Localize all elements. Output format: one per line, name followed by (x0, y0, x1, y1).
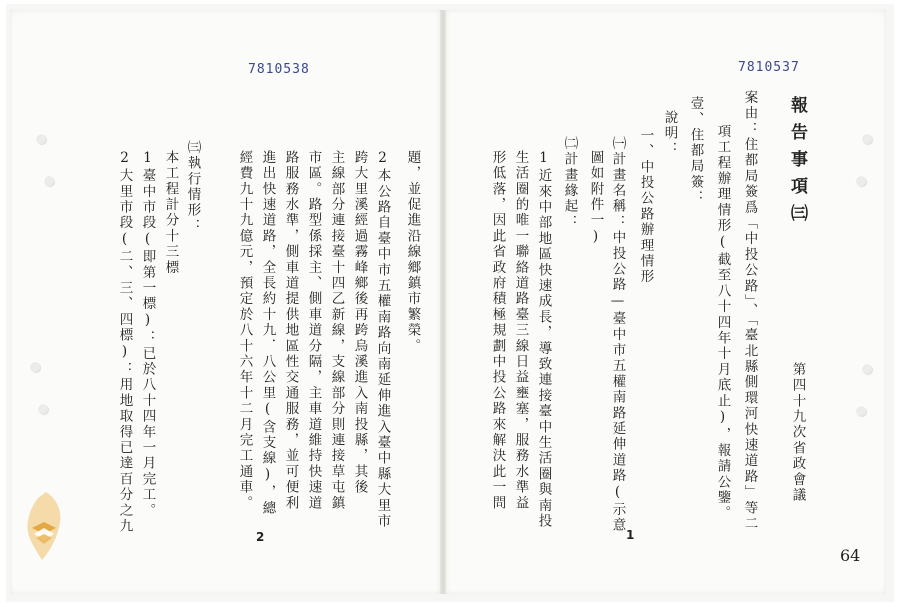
right-text-column: ㈠計畫名稱：中投公路—臺中市五權南路延伸道路(示意 (609, 136, 626, 534)
meeting-name: 第四十九次省政會議 (789, 362, 806, 504)
emboss-mark (30, 362, 40, 372)
emboss-mark (856, 176, 866, 186)
right-text-column: 壹、住都局簽： (687, 96, 704, 206)
right-doc-number: 7810537 (738, 60, 800, 75)
left-text-column: 進出快速道路，全長約十九．八公里(含支線)，總 (259, 150, 276, 517)
left-text-column: 本工程計分十三標 (162, 150, 179, 276)
left-text-column: 主線部分連接臺十四乙新線，支線部分則連接草屯鎮 (328, 150, 345, 512)
left-text-column: 1臺中市段(即第一標)：已於八十四年一月完工。 (139, 150, 156, 519)
left-text-column: 2本公路自臺中市五權南路向南延伸進入臺中縣大里市 (374, 150, 391, 530)
right-text-column: 一、中投公路辦理情形 (637, 128, 654, 285)
right-text-column: ㈡計畫緣起： (561, 136, 578, 231)
emboss-mark (36, 134, 46, 144)
left-text-column: 2大里市段(二、三、四標)：用地取得已達百分之九 (116, 150, 133, 535)
emboss-mark (38, 404, 48, 414)
emboss-mark (862, 134, 872, 144)
left-page-number: 2 (256, 530, 265, 544)
right-text-column: 圖如附件一) (587, 150, 604, 247)
left-text-column: 經費九十九億元，預定於八十六年十二月完工通車。 (236, 150, 253, 512)
library-logo-icon (16, 488, 72, 564)
report-title: 報告事項㈢ (787, 96, 807, 231)
right-text-column: 案由：住都局簽爲「中投公路」、「臺北縣側環河快速道路」等二 (741, 90, 758, 532)
corner-page-number: 64 (840, 546, 861, 565)
emboss-mark (44, 176, 54, 186)
right-text-column: 形低落，因此省政府積極規劃中投公路來解決此一問 (489, 150, 506, 512)
right-text-column: 說明： (661, 110, 678, 158)
right-text-column: 項工程辦理情形(截至八十四年十月底止)，報請公鑒。 (714, 124, 731, 522)
left-text-column: 題，並促進沿線鄉鎮市繁榮。 (404, 150, 421, 355)
left-text-column: 跨大里溪經過霧峰鄉後再跨烏溪進入南投縣，其後 (351, 150, 368, 496)
right-page-number: 1 (626, 528, 635, 542)
right-text-column: 生活圈的唯一聯絡道路臺三線日益壅塞，服務水準益 (512, 150, 529, 512)
right-page (446, 10, 886, 594)
emboss-mark (856, 406, 866, 416)
left-text-column: 路服務水準，側車道提供地區性交通服務，並可便利 (282, 150, 299, 512)
left-doc-number: 7810538 (248, 62, 310, 77)
left-text-column: ㈢執行情形： (184, 140, 201, 235)
left-text-column: 市區。路型係採主、側車道分隔，主車道維持快速道 (305, 150, 322, 512)
emboss-mark (862, 364, 872, 374)
right-text-column: 1近來中部地區快速成長，導致連接臺中生活圈與南投 (535, 150, 552, 530)
